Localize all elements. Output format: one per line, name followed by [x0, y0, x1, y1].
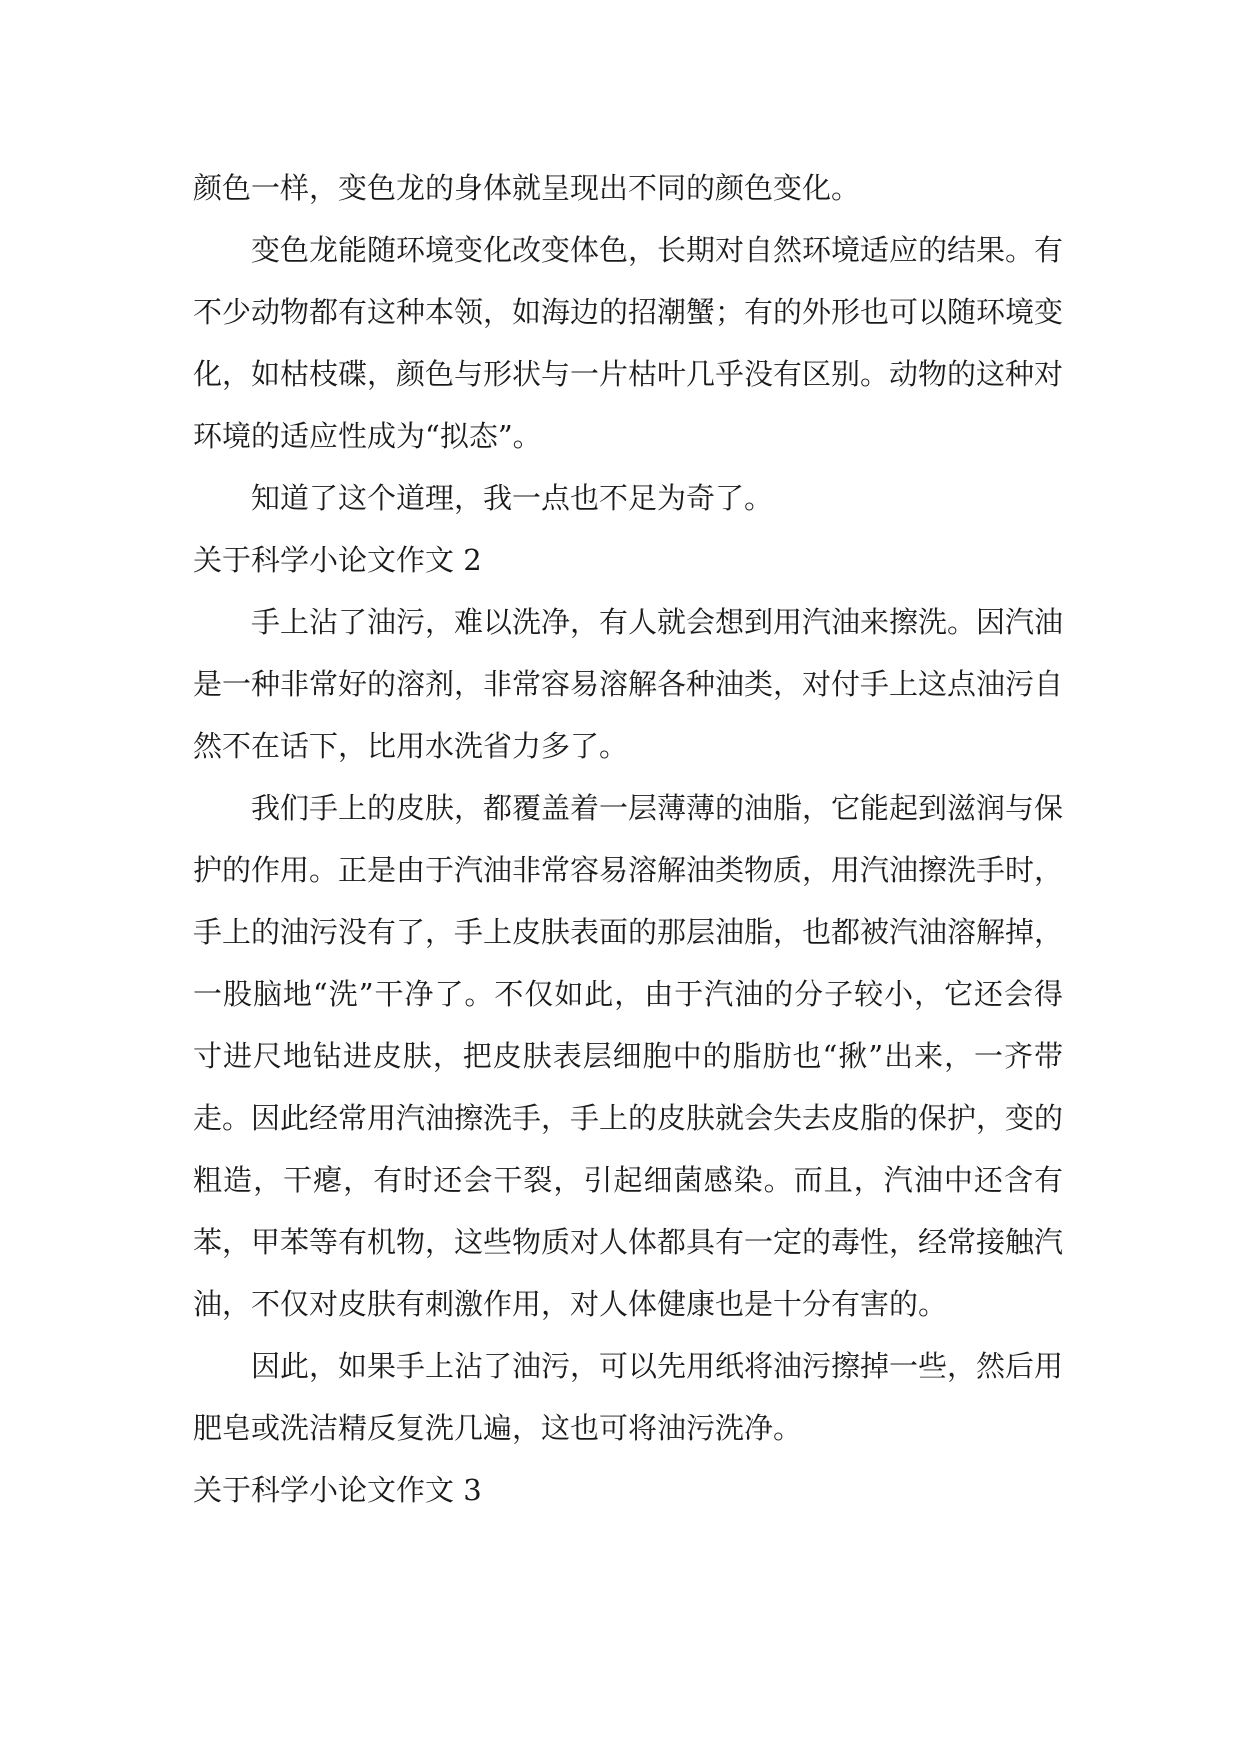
section-heading-2: 关于科学小论文作文 2	[193, 543, 482, 577]
paragraph-conclusion: 知道了这个道理，我一点也不足为奇了。	[251, 481, 774, 515]
paragraph-gasoline-intro: 手上沾了油污，难以洗净，有人就会想到用汽油来擦洗。因汽油是一种非常好的溶剂，非常容易溶解各种油类，对付手上这点油污自然不在话下，比用水洗省力多了。	[193, 605, 1064, 763]
paragraph-advice: 因此，如果手上沾了油污，可以先用纸将油污擦掉一些，然后用肥皂或洗洁精反复洗几遍，这也可将油污洗净。	[193, 1349, 1064, 1445]
section-heading-3: 关于科学小论文作文 3	[193, 1473, 482, 1507]
document-body	[193, 157, 1063, 1521]
paragraph-skin-effects: 我们手上的皮肤，都覆盖着一层薄薄的油脂，它能起到滋润与保护的作用。正是由于汽油非常容易溶解油类物质，用汽油擦洗手时，手上的油污没有了，手上皮肤表面的那层油脂，也都被汽油溶解掉，一股脑地“洗”干净了。不仅如此，由于汽油的分子较小，它还会得寸进尺地钻进皮肤，把皮肤表层细胞中的脂肪也“揪”出来，一齐带走。因此经常用汽油擦洗手，手上的皮肤就会失去皮脂的保护，变的粗造，干瘪，有时还会干裂，引起细菌感染。而且，汽油中还含有苯，甲苯等有机物，这些物质对人体都具有一定的毒性，经常接触汽油，不仅对皮肤有刺激作用，对人体健康也是十分有害的。	[193, 791, 1064, 1321]
paragraph-chameleon: 变色龙能随环境变化改变体色，长期对自然环境适应的结果。有不少动物都有这种本领，如海边的招潮蟹；有的外形也可以随环境变化，如枯枝碟，颜色与形状与一片枯叶几乎没有区别。动物的这种对环境的适应性成为“拟态”。	[193, 233, 1064, 453]
paragraph-continuation: 颜色一样，变色龙的身体就呈现出不同的颜色变化。	[193, 171, 861, 205]
